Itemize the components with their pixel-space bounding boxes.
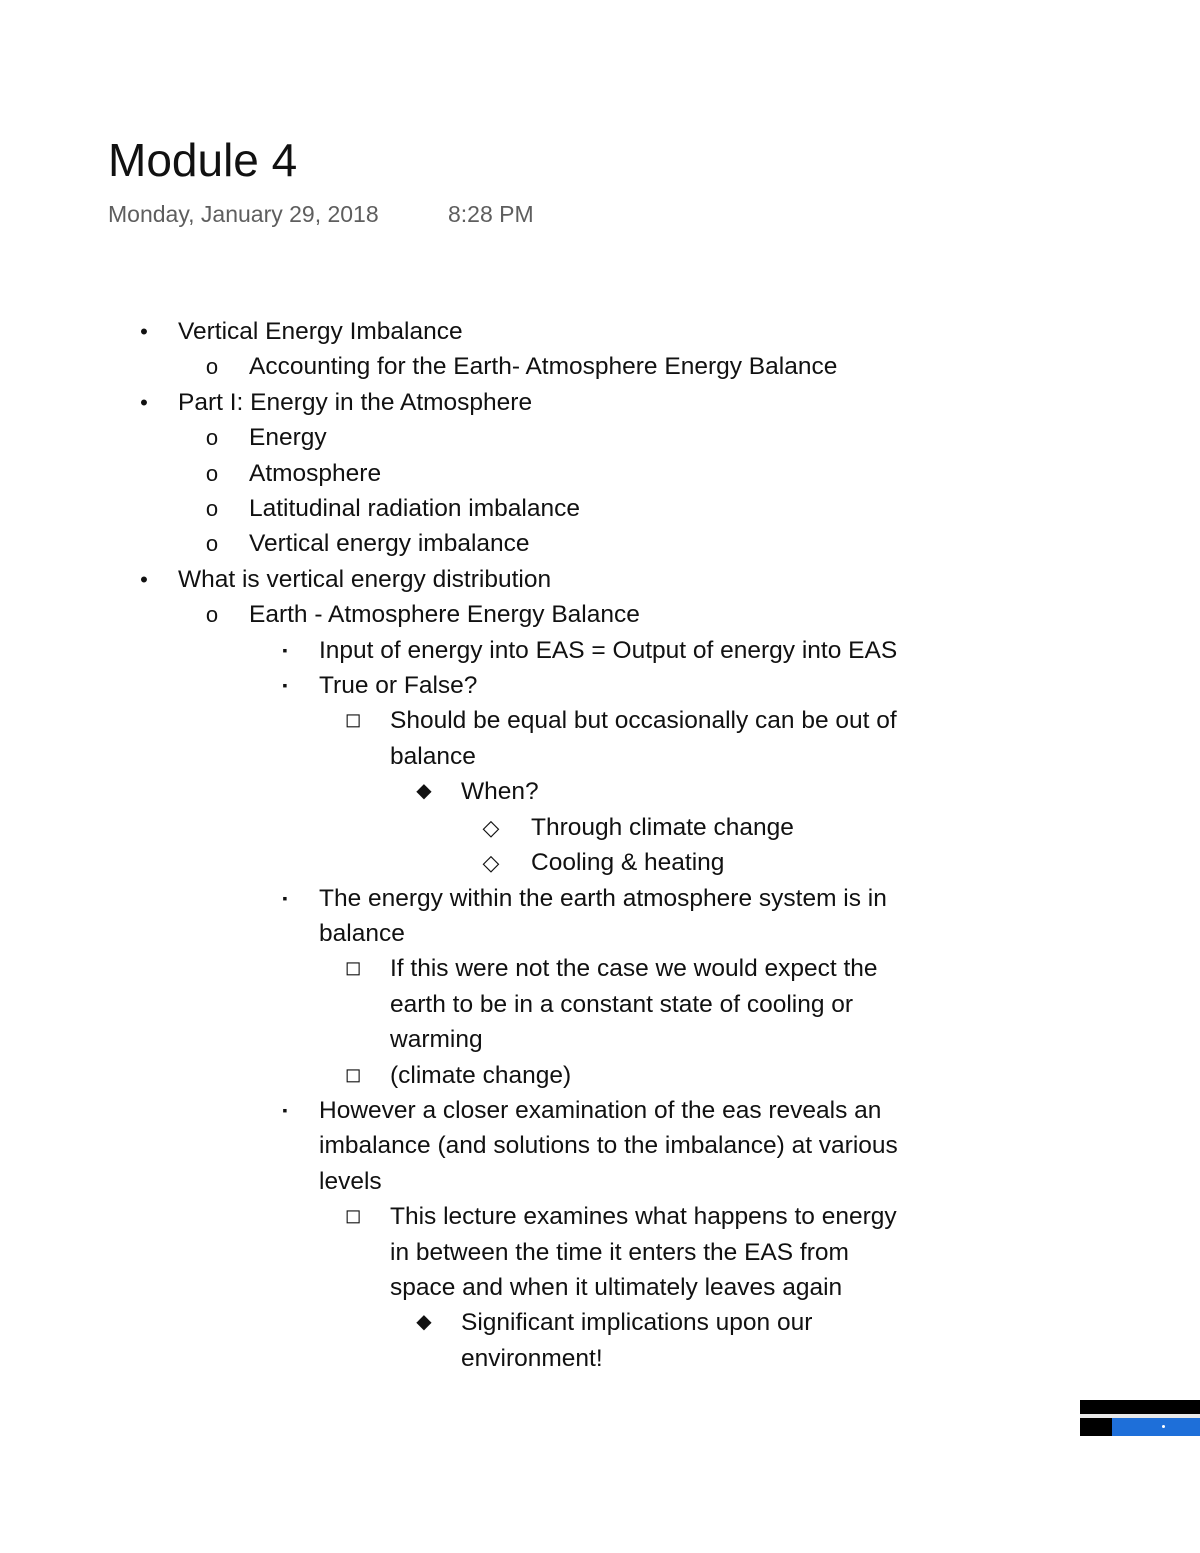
list-item (0, 385, 1200, 420)
list-item (0, 491, 1200, 526)
list-item (0, 456, 1200, 491)
page-time: 8:28 PM (448, 201, 534, 227)
list-item-text: This lecture examines what happens to energy in between the time it enters the EAS from space and when it ultimately leaves again (390, 1203, 897, 1301)
list-item (0, 1058, 1200, 1093)
list-item (0, 951, 1200, 1057)
bullet-circle-icon: o (205, 425, 219, 451)
bullet-disc-icon: • (140, 389, 148, 415)
bullet-circle-icon: o (205, 531, 219, 557)
list-item-text: However a closer examination of the eas reveals an imbalance (and solutions to the imbalance) at various levels (319, 1096, 898, 1195)
bullet-square-icon: ▪ (282, 677, 288, 694)
widget-top-bar (1080, 1400, 1200, 1414)
list-item (0, 703, 1200, 774)
list-item-text: Accounting for the Earth- Atmosphere Energy Balance (249, 353, 838, 381)
list-item-text: Significant implications upon our environment! (461, 1309, 813, 1372)
list-item (0, 810, 1200, 845)
list-item-text: Should be equal but occasionally can be out of balance (390, 707, 897, 770)
bullet-circle-icon: o (205, 602, 219, 628)
list-item-text: If this were not the case we would expect the earth to be in a constant state of cooling or warming (390, 955, 878, 1054)
list-item (0, 1305, 1200, 1376)
bullet-hollow-square-icon: ◻ (344, 957, 362, 980)
widget-dot-icon (1162, 1425, 1165, 1428)
list-item (0, 633, 1200, 668)
bullet-square-icon: ▪ (282, 641, 288, 658)
list-item (0, 668, 1200, 703)
list-item-text: Earth - Atmosphere Energy Balance (249, 601, 640, 629)
list-item (0, 881, 1200, 952)
list-item-text: Energy (249, 424, 327, 452)
bullet-hollow-square-icon: ◻ (344, 709, 362, 732)
list-item-text: Input of energy into EAS = Output of energy into EAS (319, 636, 898, 664)
list-item (0, 845, 1200, 880)
list-item-text: Latitudinal radiation imbalance (249, 495, 580, 523)
list-item (0, 597, 1200, 632)
widget-blue-button[interactable] (1112, 1418, 1200, 1436)
list-item (0, 526, 1200, 561)
list-item-text: Cooling & heating (531, 849, 725, 877)
list-item (0, 1093, 1200, 1199)
list-item-text: Vertical energy imbalance (249, 530, 530, 558)
list-item (0, 1199, 1200, 1305)
bullet-circle-icon: o (205, 354, 219, 380)
bullet-circle-icon: o (205, 460, 219, 486)
list-item (0, 420, 1200, 455)
bullet-hollow-square-icon: ◻ (344, 1205, 362, 1228)
list-item (0, 774, 1200, 809)
list-item-text: Through climate change (531, 813, 794, 841)
bullet-hollow-diamond-icon: ◇ (482, 850, 500, 876)
list-item-text: What is vertical energy distribution (178, 565, 552, 593)
list-item-text: Part I: Energy in the Atmosphere (178, 388, 533, 416)
list-item-text: The energy within the earth atmosphere system is in balance (319, 884, 887, 947)
bullet-disc-icon: • (140, 319, 148, 344)
bullet-circle-icon: o (205, 496, 219, 522)
list-item-text: Vertical Energy Imbalance (178, 318, 463, 345)
list-item-text: (climate change) (390, 1061, 572, 1089)
bullet-square-icon: ▪ (282, 889, 288, 906)
list-item-text: Atmosphere (249, 459, 382, 487)
note-outline (0, 314, 1200, 1376)
widget-left-block (1080, 1418, 1112, 1436)
list-item-text: True or False? (319, 672, 478, 700)
bullet-diamond-icon: ◆ (416, 1311, 432, 1334)
bullet-disc-icon: • (140, 566, 148, 592)
corner-toolbar-widget[interactable] (1080, 1400, 1200, 1436)
page-title: Module 4 (108, 134, 298, 186)
bullet-diamond-icon: ◆ (416, 780, 432, 803)
list-item (0, 562, 1200, 597)
page-date: Monday, January 29, 2018 (108, 201, 379, 227)
list-item (0, 314, 1200, 349)
bullet-hollow-diamond-icon: ◇ (482, 814, 500, 840)
bullet-square-icon: ▪ (282, 1101, 288, 1118)
list-item-text: When? (461, 778, 539, 806)
bullet-hollow-square-icon: ◻ (344, 1063, 362, 1086)
page-metadata (108, 200, 534, 228)
list-item (0, 349, 1200, 384)
